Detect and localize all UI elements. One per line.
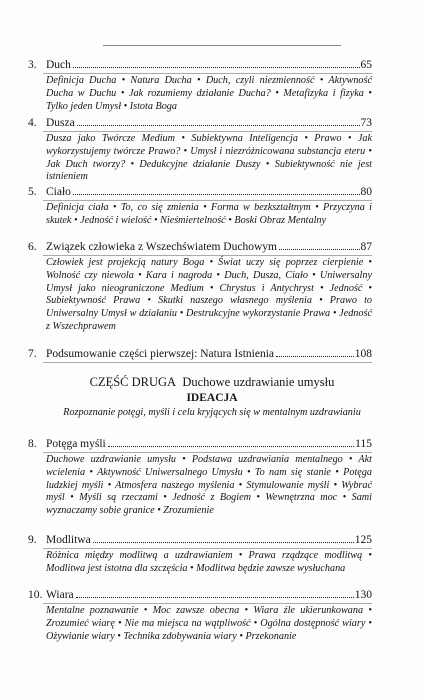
entry-description: Duchowe uzdrawianie umysłu • Podstawa uzdrawiania mentalnego • Akt wcielenia • Aktywność Uniwersalnego Umysłu • To nam się stanie • Potęga ludzkiej myśli • Atmosfera naszego myślenia • Stymulowanie myśli • Wybrać myśl • Myśli są rzeczami • Jedność z Bogiem • Wewnętrzna moc • Sami wyznaczamy sobie granice • Zrozumienie [46,454,372,517]
entry-underline [43,255,372,256]
entry-number: 6. [28,241,37,253]
entry-underline [43,362,372,363]
toc-entry-9 [28,534,372,574]
entry-page: 115 [355,438,372,450]
entry-description: Definicja Ducha • Natura Ducha • Duch, czyli niezmienność • Aktywność Ducha w Duchu • Jak rozumiemy działanie Ducha? • Metafizyka i fizyka • Tylko jeden Umysł • Istota Boga [46,75,372,112]
entry-number: 8. [28,438,37,450]
entry-title: Wiara [46,589,74,601]
leader-dots [108,446,354,447]
entry-description: Definicja ciała • To, co się zmienia • Forma w bezkształtnym • Przyczyna i skutek • Jedność i wielość • Nieśmiertelność • Boski Obraz Mentalny [46,202,372,226]
part-two-subtitle: Rozpoznanie potęgi, myśli i celu kryjących się w mentalnym uzdrawianiu [63,407,361,418]
leader-dots [76,597,354,598]
entry-underline [43,200,372,201]
entry-title: Potęga myśli [46,438,106,450]
toc-entry-5 [28,186,372,226]
toc-entry-10 [28,589,372,642]
entry-page: 125 [354,534,372,546]
entry-page: 73 [360,117,372,129]
entry-number: 3. [28,59,37,71]
part-two-title: Duchowe uzdrawianie umysłu [182,375,335,389]
entry-number: 10. [28,589,43,601]
leader-dots [93,542,354,543]
top-divider [103,45,341,46]
leader-dots [73,194,360,195]
entry-title: Związek człowieka z Wszechświatem Duchowym [46,241,277,253]
entry-description: Dusza jako Twórcze Medium • Subiektywna Inteligencja • Prawo • Jak wykorzystujemy twórcze Prawo? • Umysł i niezróżnicowana substancja eteru • Jak Duch tworzy? • Dedukcyjne działanie Duszy • Subiektywność nie jest istnieniem [46,133,372,183]
section-ideacja: IDEACJA [186,392,238,404]
leader-dots [73,67,360,68]
toc-entry-3 [28,59,372,112]
part-two-label: CZĘŚĆ DRUGA [89,375,177,389]
entry-page: 108 [354,348,372,360]
entry-page: 65 [360,59,372,71]
entry-title: Duch [46,59,71,71]
leader-dots [77,125,360,126]
entry-page: 80 [360,186,372,198]
entry-number: 7. [28,348,37,360]
entry-title: Ciało [46,186,71,198]
entry-number: 9. [28,534,37,546]
entry-page: 130 [354,589,372,601]
toc-entry-7 [28,348,372,363]
entry-title: Dusza [46,117,75,129]
entry-description: Człowiek jest projekcją natury Boga • Świat uczy się poprzez cierpienie • Wolność czy niewola • Kara i nagroda • Duch, Dusza, Ciało • Uniwersalny Umysł jako nieograniczone Medium • Chrystus i Antychryst • Jedność • Subiektywność Prawa • Skutki naszego własnego myślenia • Prawo to Uniwersalny Umysł w działaniu • Destrukcyjne wykorzystanie Prawa • Jedność z Wszechprawem [46,257,372,332]
entry-underline [43,131,372,132]
entry-underline [43,603,372,604]
toc-entry-8 [28,438,372,517]
entry-page: 87 [360,241,372,253]
entry-number: 5. [28,186,37,198]
entry-underline [43,73,372,74]
toc-entry-6 [28,241,372,332]
part-two-heading [0,375,424,390]
entry-underline [43,548,372,549]
entry-title: Modlitwa [46,534,91,546]
toc-entry-4 [28,117,372,183]
leader-dots [279,249,360,250]
entry-number: 4. [28,117,37,129]
entry-underline [43,452,372,453]
leader-dots [276,356,354,357]
entry-description: Różnica między modlitwą a uzdrawianiem • Prawa rządzące modlitwą • Modlitwa jest istotna dla szczęścia • Modlitwa będzie zawsze wysłuchana [46,550,372,574]
entry-description: Mentalne poznawanie • Moc zawsze obecna • Wiara źle ukierunkowana • Zrozumieć wiarę • Nie ma miejsca na wątpliwość • Ogólna dostępność wiary • Ożywianie wiary • Technika zdobywania wiary • Przekonanie [46,605,372,642]
entry-title: Podsumowanie części pierwszej: Natura Istnienia [46,348,275,360]
